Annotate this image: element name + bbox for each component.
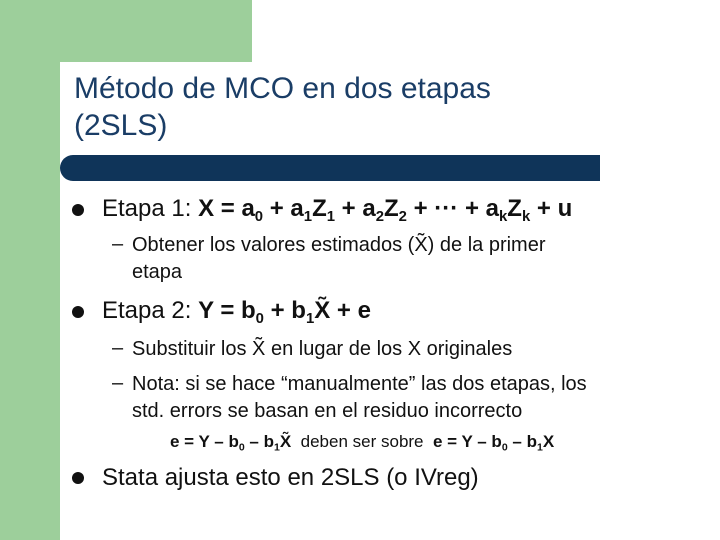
sub-bullet-text-cont: std. errors se basan en el residuo incorrecto: [132, 400, 523, 422]
sub-bullet-dash: –: [112, 337, 124, 359]
eq-part: – b: [244, 432, 274, 451]
eq-part: e = Y – b: [432, 432, 502, 451]
bullet-etapa-1: [102, 195, 573, 226]
eq-subscript: 1: [274, 441, 280, 454]
eq-subscript: 0: [501, 441, 508, 454]
eq-subscript: k: [498, 209, 508, 226]
residual-note: [170, 431, 554, 453]
eq-part: + a: [263, 195, 304, 222]
eq-subscript: k: [521, 209, 531, 226]
bullet-prefix: Etapa 2:: [102, 297, 199, 324]
bullet-dot: [72, 472, 84, 484]
eq-part: + ··· + a: [406, 195, 499, 222]
eq-subscript: 0: [254, 209, 264, 226]
sub-bullet-text-cont: etapa: [132, 261, 183, 283]
sub-bullet-text: Substituir los X̃ en lugar de los X originales: [132, 338, 513, 360]
eq-part: Z: [312, 195, 327, 222]
bullet-stata: Stata ajusta esto en 2SLS (o IVreg): [102, 464, 479, 491]
eq-subscript: 2: [398, 209, 407, 226]
eq-subscript: 0: [238, 441, 245, 454]
eq-part: + a: [335, 195, 376, 222]
eq-part: e = Y – b: [170, 432, 239, 451]
eq-part: X̃: [279, 432, 292, 451]
eq-part: Z: [507, 195, 522, 222]
eq-part: X̃ + e: [314, 297, 371, 324]
sub-bullet-text: Obtener los valores estimados (X̃) de la primer: [132, 234, 546, 256]
eq-part: X = a: [198, 195, 255, 222]
eq-part: Y = b: [198, 297, 256, 324]
bullet-prefix: Etapa 1:: [102, 195, 199, 222]
eq-subscript: 1: [326, 209, 336, 226]
bullet-dot: [72, 306, 84, 318]
eq-subscript: 1: [303, 209, 313, 226]
eq-subscript: 0: [255, 311, 264, 328]
eq-part: + u: [530, 195, 573, 222]
slide-title: Método de MCO en dos etapas (2SLS): [74, 72, 491, 142]
sub-bullet-dash: –: [112, 372, 124, 394]
eq-subscript: 1: [536, 441, 543, 454]
bullet-dot: [72, 204, 84, 216]
sub-bullet-dash: –: [112, 233, 124, 255]
decor-green-sidebar: [0, 0, 60, 540]
equation-stage-1: [198, 195, 573, 226]
sub-bullet-text: Nota: si se hace “manualmente” las dos etapas, los: [132, 373, 587, 395]
bullet-etapa-2: [102, 297, 371, 328]
eq-part: – b: [507, 432, 537, 451]
eq-part: X: [542, 432, 555, 451]
eq-part: + b: [263, 297, 306, 324]
title-divider-bar: [60, 155, 600, 181]
eq-subscript: 2: [375, 209, 384, 226]
eq-subscript: 1: [305, 311, 315, 328]
eq-part: Z: [384, 195, 399, 222]
equation-stage-2: [198, 297, 371, 328]
note-middle-text: deben ser sobre: [291, 432, 433, 451]
